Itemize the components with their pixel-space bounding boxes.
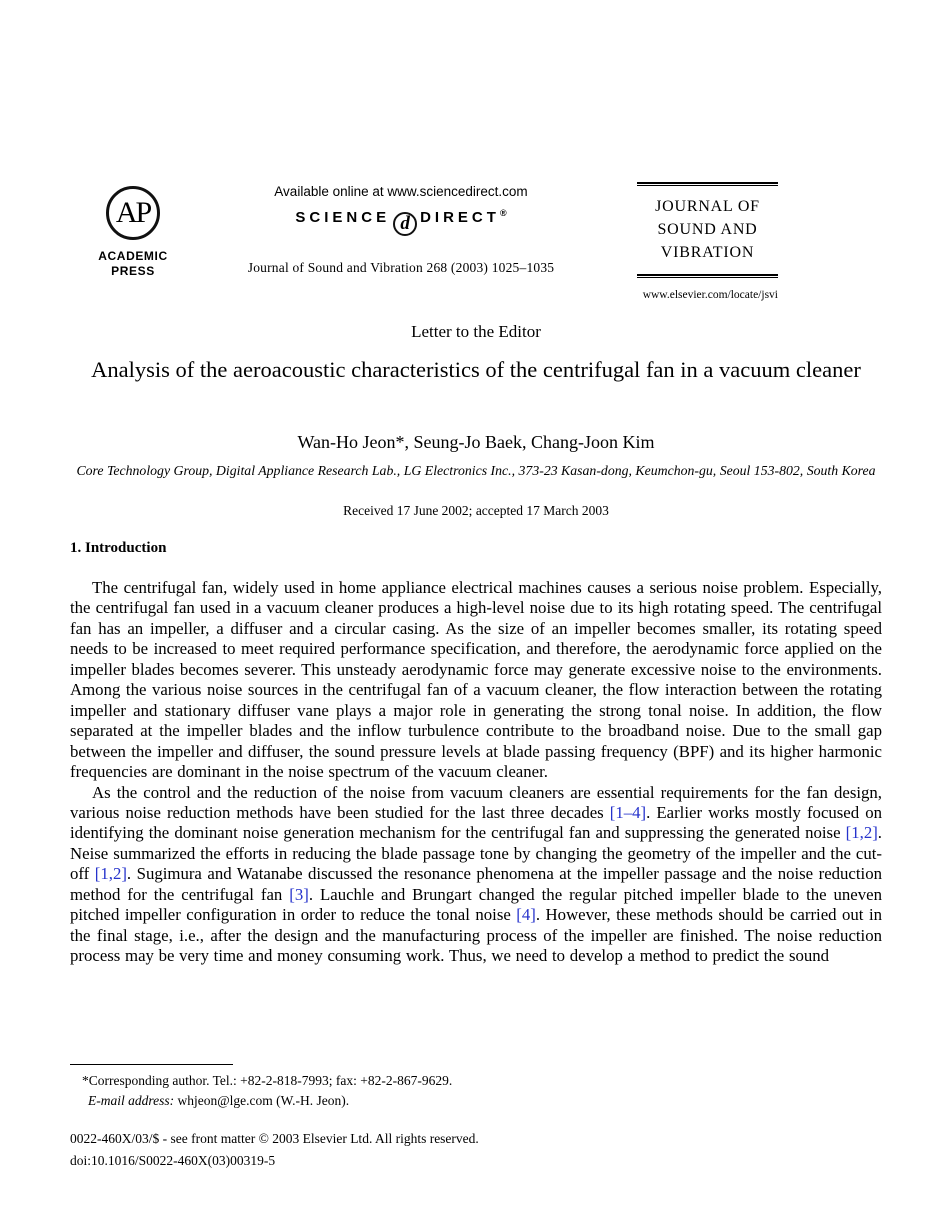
academic-press-logo (72, 186, 194, 279)
journal-name-box (637, 182, 778, 301)
copyright-line: 0022-460X/03/$ - see front matter © 2003 Elsevier Ltd. All rights reserved. (70, 1131, 479, 1146)
sciencedirect-science-text: SCIENCE (295, 209, 391, 226)
sciencedirect-d-icon (393, 212, 417, 236)
footnote (70, 1071, 882, 1110)
journal-name (637, 186, 778, 274)
introduction-heading: 1. Introduction (70, 540, 167, 556)
text-segment: . However, these methods should be carried out in the final stage, i.e., after the design and the manufacturing process of the impeller are finished. The noise reduction process may be very time and money consuming work. Thus, we need to develop a method to predict the sound (70, 905, 883, 966)
citation-link[interactable]: [1,2] (94, 864, 127, 884)
citation-link[interactable]: [4] (516, 905, 536, 925)
intro-paragraph-2 (70, 783, 882, 967)
sciencedirect-direct-text: DIRECT (420, 209, 500, 226)
authors-line: Wan-Ho Jeon*, Seung-Jo Baek, Chang-Joon Kim (297, 432, 655, 452)
article-title: Analysis of the aeroacoustic characteristics of the centrifugal fan in a vacuum cleaner (91, 357, 861, 382)
citation-link[interactable]: [1–4] (609, 802, 647, 822)
ap-monogram: AP (115, 196, 151, 229)
page-footer (70, 1128, 882, 1171)
text-segment: . Lauchle and Brungart changed the regular pitched impeller blade to the uneven pitched impeller configuration in order to reduce the tonal noise (70, 884, 882, 925)
doi-line: doi:10.1016/S0022-460X(03)00319-5 (70, 1152, 276, 1168)
journal-box-bottom-rule (637, 274, 778, 278)
journal-name-line3: VIBRATION (660, 244, 755, 261)
masthead-center (225, 184, 577, 276)
section-label: Letter to the Editor (411, 322, 541, 341)
text-segment: . Earlier works mostly focused on identifying the dominant noise generation mechanism for the centrifugal fan and suppressing the generated noise (70, 802, 882, 843)
email-address-note (70, 1091, 882, 1111)
available-online-text[interactable]: Available online at www.sciencedirect.com (274, 184, 528, 199)
sciencedirect-d-letter: d (400, 213, 410, 234)
text-segment: whjeon@lge.com (W.-H. Jeon). (174, 1092, 350, 1108)
text-segment: E-mail address: (88, 1092, 175, 1108)
sciencedirect-logo[interactable] (225, 208, 577, 236)
text-segment: . Sugimura and Watanabe discussed the resonance phenomena at the impeller passage and the noise reduction method for the centrifugal fan (70, 864, 882, 904)
citation-link[interactable]: [1,2] (845, 823, 878, 843)
registered-mark: ® (499, 208, 507, 218)
body-text (70, 578, 882, 967)
journal-name-line2: SOUND AND (657, 221, 758, 238)
text-segment: . Neise summarized the efforts in reducing the blade passage tone by changing the geometry of the impeller and the cut-off (70, 823, 882, 884)
journal-name-line1: JOURNAL OF (655, 198, 760, 215)
citation-link[interactable]: [3] (289, 884, 309, 904)
journal-url-link[interactable]: www.elsevier.com/locate/jsvi (642, 289, 778, 301)
text-segment: As the control and the reduction of the noise from vacuum cleaners are essential requirements for the fan design, various noise reduction methods have been studied for the last three decades (70, 782, 882, 822)
academic-press-name (72, 249, 194, 279)
received-dates: Received 17 June 2002; accepted 17 March 2003 (343, 503, 609, 518)
publisher-name-line2: PRESS (111, 264, 155, 278)
publisher-name-line1: ACADEMIC (98, 249, 168, 263)
intro-paragraph-1 (70, 578, 882, 783)
academic-press-monogram-icon (106, 186, 160, 240)
corresponding-author-note: *Corresponding author. Tel.: +82-2-818-7993; fax: +82-2-867-9629. (82, 1073, 453, 1088)
affiliation-line: Core Technology Group, Digital Appliance Research Lab., LG Electronics Inc., 373-23 Kasan-dong, Keumchon-gu, Seoul 153-802, South Korea (76, 463, 876, 478)
text-segment: The centrifugal fan, widely used in home appliance electrical machines causes a serious noise problem. Especially, the centrifugal fan used in a vacuum cleaner produces a high-level noise due to its high rotating speed. The centrifugal fan has an impeller, a diffuser and a circular casing. As the size of an impeller becomes smaller, its rotating speed needs to be increased to meet required performance specification, and therefore, the aerodynamic force applied on the impeller blades becomes severer. This unsteady aerodynamic force may generate excessive noise to the environments. Among the various noise sources in the centrifugal fan of a vacuum cleaner, the flow interaction between the rotating impeller and stationary diffuser vane plays a major role in generating the strong tonal noise. In addition, the flow separated at the impeller blades and the inflow turbulence contribute to the broadband noise. Due to the small gap between the impeller and diffuser, the sound pressure levels at blade passing frequency (BPF) and its higher harmonic frequencies are dominant in the noise spectrum of the vacuum cleaner. (70, 578, 882, 782)
footnote-divider (70, 1064, 233, 1065)
journal-citation: Journal of Sound and Vibration 268 (2003) 1025–1035 (247, 260, 555, 275)
